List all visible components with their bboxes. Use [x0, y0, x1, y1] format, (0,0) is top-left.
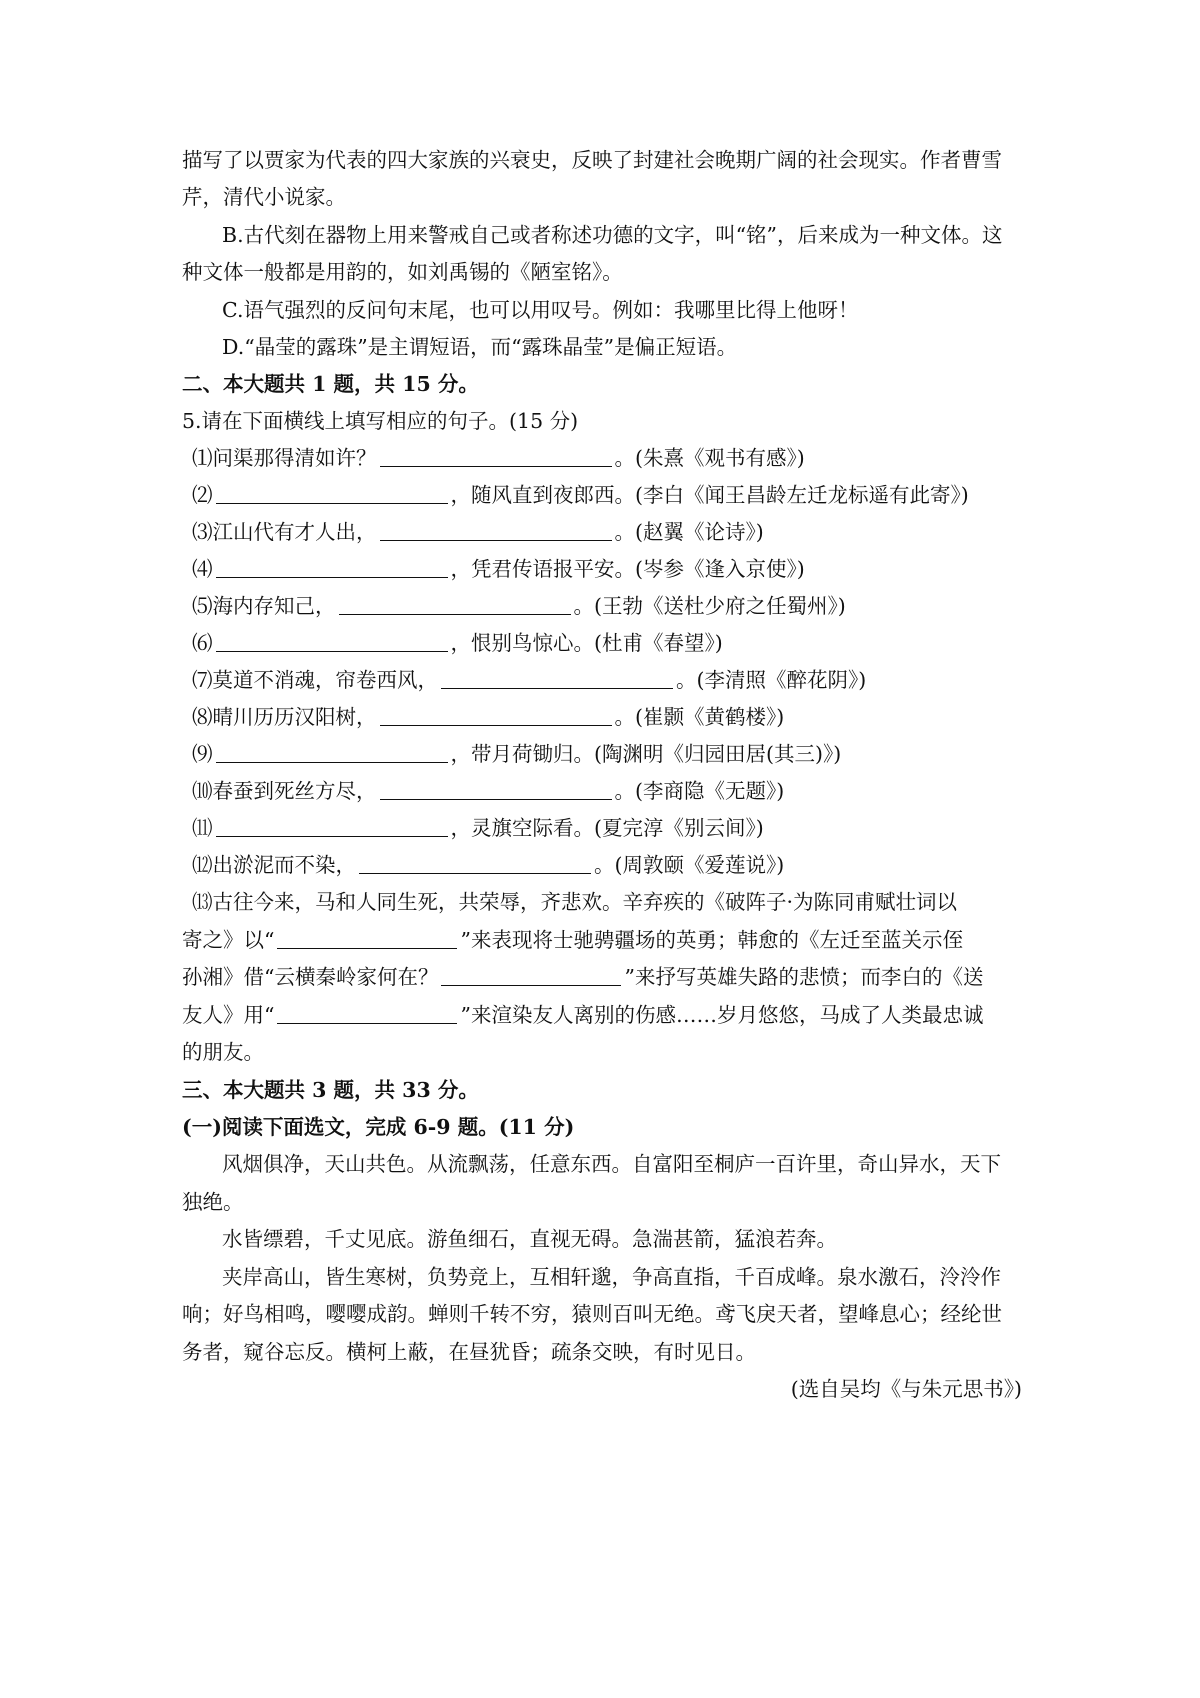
answer-blank[interactable]	[216, 557, 448, 578]
option-c: C.语气强烈的反问句末尾，也可以用叹号。例如：我哪里比得上他呀！	[222, 298, 859, 322]
fill-item-13-line-2	[182, 925, 1022, 955]
item-source: 。(朱熹《观书有感》)	[614, 446, 805, 470]
fill-item-3	[192, 517, 1022, 547]
item-source: 。(崔颢《黄鹤楼》)	[614, 705, 785, 729]
item-text: 友人》用“	[182, 1003, 275, 1027]
item-prompt: 晴川历历汉阳树，	[212, 705, 377, 729]
passage-source: (选自吴均《与朱元思书》)	[790, 1377, 1022, 1401]
item-text: 寄之》以“	[182, 928, 275, 952]
fill-item-10	[192, 776, 1022, 806]
item-text: ”来渲染友人离别的伤感……岁月悠悠，马成了人类最忠诚	[460, 1003, 984, 1027]
item-source: 。(周敦颐《爱莲说》)	[594, 853, 785, 877]
item-prompt: 江山代有才人出，	[212, 520, 377, 544]
fill-item-1	[192, 443, 1022, 473]
item-number: ⑴	[192, 446, 213, 470]
answer-blank[interactable]	[380, 520, 612, 541]
item-number: ⑿	[192, 853, 213, 877]
item-number: ⑽	[192, 779, 213, 803]
fill-item-5	[192, 591, 1022, 621]
fill-item-13-line-3	[182, 962, 1022, 992]
answer-blank[interactable]	[277, 1003, 457, 1024]
passage-p1-line-1: 风烟俱净，天山共色。从流飘荡，任意东西。自富阳至桐庐一百许里，奇山异水，天下	[222, 1152, 1001, 1176]
answer-blank[interactable]	[216, 631, 448, 652]
question-5: 5.请在下面横线上填写相应的句子。(15 分)	[182, 409, 579, 433]
item-number: ⑼	[192, 742, 213, 766]
fill-item-8	[192, 702, 1022, 732]
item-number: ⒀	[192, 890, 213, 914]
item-text: 孙湘》借“云横秦岭家何在？	[182, 965, 439, 989]
fill-item-4	[192, 554, 1022, 584]
item-number: ⑷	[192, 557, 213, 581]
item-source: 。(李商隐《无题》)	[614, 779, 785, 803]
section-2-heading: 二、本大题共 1 题，共 15 分。	[182, 372, 479, 396]
item-number: ⑶	[192, 520, 213, 544]
fill-item-13-line-5: 的朋友。	[182, 1040, 264, 1064]
answer-blank[interactable]	[277, 928, 457, 949]
answer-blank[interactable]	[380, 779, 612, 800]
answer-blank[interactable]	[216, 816, 448, 837]
item-number: ⑵	[192, 483, 213, 507]
item-text: 古往今来，马和人同生死，共荣辱，齐悲欢。辛弃疾的《破阵子·为陈同甫赋壮词以	[212, 890, 958, 914]
item-text: ”来表现将士驰骋疆场的英勇；韩愈的《左迁至蓝关示侄	[460, 928, 963, 952]
item-prompt: 出淤泥而不染，	[212, 853, 356, 877]
item-number: ⑹	[192, 631, 213, 655]
passage-p1-line-2: 独绝。	[182, 1190, 244, 1214]
item-source: ，恨别鸟惊心。(杜甫《春望》)	[450, 631, 723, 655]
item-source: 。(赵翼《论诗》)	[614, 520, 764, 544]
passage-p3-line-2: 响；好鸟相鸣，嘤嘤成韵。蝉则千转不穷，猿则百叫无绝。鸢飞戾天者，望峰息心；经纶世	[182, 1302, 1002, 1326]
item-number: ⑾	[192, 816, 213, 840]
answer-blank[interactable]	[216, 742, 448, 763]
item-source: 。(王勃《送杜少府之任蜀州》)	[573, 594, 846, 618]
fill-item-13-line-4	[182, 1000, 1022, 1030]
intro-line-1: 描写了以贾家为代表的四大家族的兴衰史，反映了封建社会晚期广阔的社会现实。作者曹雪	[182, 148, 1002, 172]
item-source: ，带月荷锄归。(陶渊明《归园田居(其三)》)	[450, 742, 842, 766]
item-source: 。(李清照《醉花阴》)	[676, 668, 867, 692]
item-number: ⑻	[192, 705, 213, 729]
section-3-heading: 三、本大题共 3 题，共 33 分。	[182, 1078, 479, 1102]
fill-item-12	[192, 850, 1022, 880]
answer-blank[interactable]	[339, 594, 571, 615]
fill-item-2	[192, 480, 1022, 510]
answer-blank[interactable]	[216, 483, 448, 504]
answer-blank[interactable]	[380, 446, 612, 467]
item-source: ，随风直到夜郎西。(李白《闻王昌龄左迁龙标遥有此寄》)	[450, 483, 969, 507]
passage-p2-line-1: 水皆缥碧，千丈见底。游鱼细石，直视无碍。急湍甚箭，猛浪若奔。	[222, 1227, 837, 1251]
fill-item-9	[192, 739, 1022, 769]
passage-p3-line-1: 夹岸高山，皆生寒树，负势竞上，互相轩邈，争高直指，千百成峰。泉水激石，泠泠作	[222, 1265, 1001, 1289]
answer-blank[interactable]	[441, 668, 673, 689]
item-prompt: 海内存知己，	[212, 594, 336, 618]
item-source: ，灵旗空际看。(夏完淳《别云间》)	[450, 816, 764, 840]
section-3-subheading: (一)阅读下面选文，完成 6-9 题。(11 分)	[182, 1115, 575, 1139]
item-number: ⑺	[192, 668, 213, 692]
fill-item-7	[192, 665, 1022, 695]
fill-item-6	[192, 628, 1022, 658]
option-b-line-2: 种文体一般都是用韵的，如刘禹锡的《陋室铭》。	[182, 260, 623, 284]
item-prompt: 春蚕到死丝方尽，	[212, 779, 377, 803]
fill-item-13-line-1	[192, 887, 1022, 917]
passage-p3-line-3: 务者，窥谷忘反。横柯上蔽，在昼犹昏；疏条交映，有时见日。	[182, 1340, 756, 1364]
answer-blank[interactable]	[380, 705, 612, 726]
item-source: ，凭君传语报平安。(岑参《逢入京使》)	[450, 557, 805, 581]
answer-blank[interactable]	[441, 965, 621, 986]
fill-item-11	[192, 813, 1022, 843]
answer-blank[interactable]	[359, 853, 591, 874]
option-b-line-1: B.古代刻在器物上用来警戒自己或者称述功德的文字，叫“铭”，后来成为一种文体。这	[222, 223, 1003, 247]
item-prompt: 问渠那得清如许？	[212, 446, 377, 470]
item-prompt: 莫道不消魂，帘卷西风，	[212, 668, 438, 692]
item-text: ”来抒写英雄失路的悲愤；而李白的《送	[624, 965, 984, 989]
intro-line-2: 芹，清代小说家。	[182, 185, 346, 209]
option-d: D.“晶莹的露珠”是主谓短语，而“露珠晶莹”是偏正短语。	[222, 335, 738, 359]
item-number: ⑸	[192, 594, 213, 618]
